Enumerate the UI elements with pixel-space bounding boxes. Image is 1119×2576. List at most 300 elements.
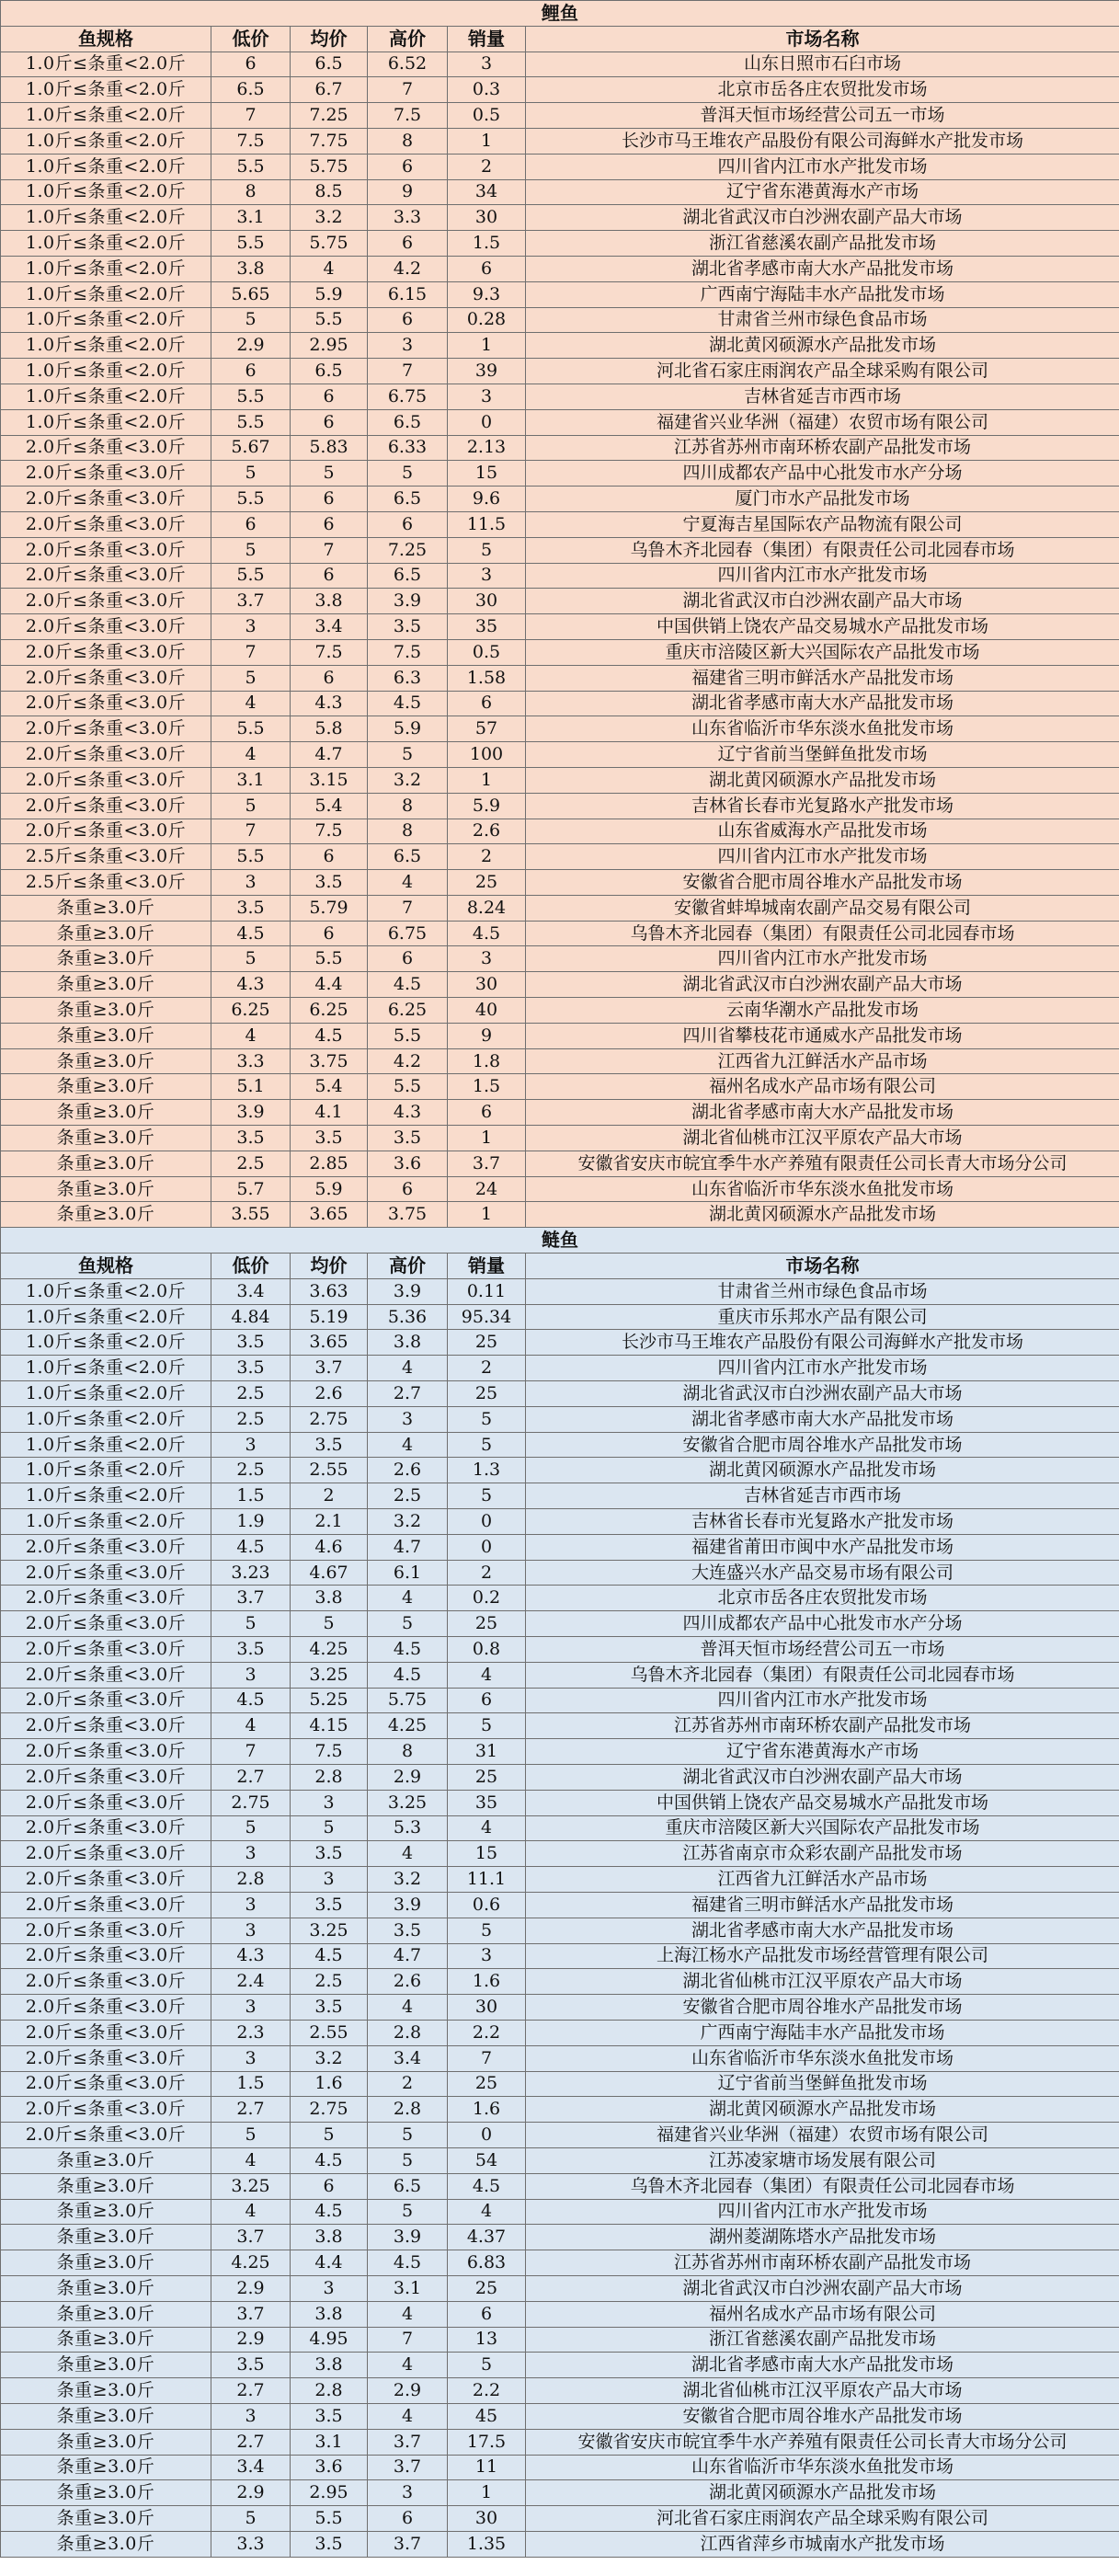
low-price-cell: 7 (211, 639, 291, 665)
volume-cell: 17.5 (448, 2429, 526, 2455)
avg-price-cell: 5 (291, 2123, 368, 2148)
market-name-cell: 山东省临沂市华东淡水鱼批发市场 (526, 716, 1119, 742)
market-name-cell: 湖北省仙桃市江汉平原农产品大市场 (526, 2378, 1119, 2404)
table-row (1, 1560, 1119, 1586)
low-price-cell: 4 (211, 691, 291, 716)
avg-price-cell: 2.75 (291, 1406, 368, 1432)
avg-price-cell: 7.5 (291, 1739, 368, 1765)
spec-cell: 条重≥3.0斤 (1, 2199, 211, 2225)
market-name-cell: 大连盛兴水产品交易市场有限公司 (526, 1560, 1119, 1586)
market-name-cell: 湖北省武汉市白沙洲农副产品大市场 (526, 589, 1119, 614)
volume-cell: 0.8 (448, 1637, 526, 1663)
volume-cell: 3 (448, 563, 526, 589)
high-price-cell: 5 (368, 2123, 448, 2148)
market-name-cell: 福建省三明市鲜活水产品批发市场 (526, 1892, 1119, 1918)
low-price-cell: 5 (211, 665, 291, 691)
low-price-cell: 4.25 (211, 2250, 291, 2276)
spec-cell: 2.0斤≤条重<3.0斤 (1, 1943, 211, 1969)
volume-cell: 1.58 (448, 665, 526, 691)
low-price-cell: 5.67 (211, 435, 291, 461)
high-price-cell: 5.9 (368, 716, 448, 742)
volume-header: 销量 (448, 1254, 526, 1279)
high-price-cell: 7 (368, 895, 448, 921)
volume-cell: 5 (448, 1918, 526, 1943)
low-price-cell: 2.3 (211, 2020, 291, 2045)
market-name-cell: 湖北省孝感市南大水产品批发市场 (526, 256, 1119, 281)
low-price-cell: 3 (211, 1432, 291, 1458)
avg-price-cell: 4.5 (291, 2147, 368, 2173)
high-price-cell: 6.3 (368, 665, 448, 691)
spec-cell: 1.0斤≤条重<2.0斤 (1, 205, 211, 231)
spec-cell: 条重≥3.0斤 (1, 2353, 211, 2378)
spec-cell: 2.0斤≤条重<3.0斤 (1, 1918, 211, 1943)
table-row (1, 2123, 1119, 2148)
market-name-cell: 湖北省孝感市南大水产品批发市场 (526, 691, 1119, 716)
spec-cell: 2.0斤≤条重<3.0斤 (1, 461, 211, 487)
table-row (1, 128, 1119, 154)
spec-cell: 1.0斤≤条重<2.0斤 (1, 103, 211, 129)
table-row (1, 921, 1119, 946)
high-price-cell: 3.5 (368, 614, 448, 640)
high-price-cell: 2.8 (368, 2020, 448, 2045)
high-price-cell: 8 (368, 128, 448, 154)
avg-price-cell: 6 (291, 384, 368, 409)
spec-cell: 条重≥3.0斤 (1, 2327, 211, 2353)
low-price-cell: 6 (211, 52, 291, 77)
high-price-cell: 3.8 (368, 1330, 448, 1356)
volume-cell: 4.5 (448, 921, 526, 946)
high-price-cell: 3.2 (368, 1509, 448, 1535)
spec-cell: 2.0斤≤条重<3.0斤 (1, 742, 211, 768)
table-row (1, 819, 1119, 844)
table-row (1, 2020, 1119, 2045)
market-name-cell: 重庆市涪陵区新大兴国际农产品批发市场 (526, 639, 1119, 665)
volume-cell: 6 (448, 1100, 526, 1126)
spec-cell: 条重≥3.0斤 (1, 1100, 211, 1126)
market-name-cell: 四川省内江市水产批发市场 (526, 1356, 1119, 1381)
high-price-cell: 3.3 (368, 205, 448, 231)
spec-cell: 2.0斤≤条重<3.0斤 (1, 589, 211, 614)
spec-cell: 1.0斤≤条重<2.0斤 (1, 1278, 211, 1304)
avg-price-cell: 5.25 (291, 1688, 368, 1713)
avg-price-cell: 3.8 (291, 589, 368, 614)
volume-cell: 0 (448, 2123, 526, 2148)
high-price-cell: 4 (368, 1356, 448, 1381)
high-price-cell: 2 (368, 2071, 448, 2097)
high-price-cell: 3.9 (368, 1278, 448, 1304)
high-price-cell: 4 (368, 1841, 448, 1867)
volume-cell: 1.3 (448, 1458, 526, 1483)
volume-cell: 0.5 (448, 103, 526, 129)
avg-price-cell: 5 (291, 461, 368, 487)
avg-price-cell: 3.65 (291, 1202, 368, 1228)
avg-price-cell: 6.5 (291, 52, 368, 77)
high-price-cell: 4.3 (368, 1100, 448, 1126)
low-price-cell: 3 (211, 1892, 291, 1918)
low-price-cell: 5 (211, 793, 291, 819)
high-price-cell: 5 (368, 461, 448, 487)
table-row (1, 1356, 1119, 1381)
spec-cell: 1.0斤≤条重<2.0斤 (1, 1330, 211, 1356)
avg-price-cell: 7.75 (291, 128, 368, 154)
high-price-cell: 7.5 (368, 639, 448, 665)
market-name-header: 市场名称 (526, 1254, 1119, 1279)
volume-cell: 1 (448, 128, 526, 154)
market-name-cell: 上海江杨水产品批发市场经营管理有限公司 (526, 1943, 1119, 1969)
high-price-cell: 4 (368, 1586, 448, 1611)
volume-cell: 0.11 (448, 1278, 526, 1304)
avg-price-cell: 4.1 (291, 1100, 368, 1126)
low-price-cell: 4.5 (211, 921, 291, 946)
spec-cell: 条重≥3.0斤 (1, 2225, 211, 2250)
avg-price-cell: 6.5 (291, 359, 368, 384)
avg-price-cell: 6 (291, 511, 368, 537)
volume-cell: 0.3 (448, 77, 526, 103)
high-price-cell: 3.75 (368, 1202, 448, 1228)
section-title: 鲢鱼 (1, 1228, 1119, 1254)
market-name-cell: 湖北黄冈硕源水产品批发市场 (526, 333, 1119, 359)
avg-price-cell: 3.5 (291, 1432, 368, 1458)
volume-cell: 31 (448, 1739, 526, 1765)
volume-cell: 30 (448, 205, 526, 231)
market-name-cell: 北京市岳各庄农贸批发市场 (526, 77, 1119, 103)
avg-price-cell: 2.8 (291, 2378, 368, 2404)
high-price-cell: 3.5 (368, 1918, 448, 1943)
market-name-cell: 四川省内江市水产批发市场 (526, 563, 1119, 589)
table-row (1, 435, 1119, 461)
table-row (1, 2429, 1119, 2455)
avg-price-cell: 3 (291, 1867, 368, 1893)
avg-price-cell: 3.25 (291, 1662, 368, 1688)
high-price-cell: 3.1 (368, 2275, 448, 2301)
low-price-cell: 5.5 (211, 154, 291, 179)
table-row (1, 511, 1119, 537)
avg-price-cell: 5.9 (291, 1176, 368, 1202)
high-price-cell: 2.6 (368, 1969, 448, 1995)
market-name-cell: 辽宁省前当堡鲜鱼批发市场 (526, 2071, 1119, 2097)
high-price-cell: 9 (368, 179, 448, 205)
high-price-cell: 4.7 (368, 1534, 448, 1560)
high-price-cell: 6.5 (368, 563, 448, 589)
market-name-cell: 湖北省孝感市南大水产品批发市场 (526, 2353, 1119, 2378)
avg-price-cell: 4.3 (291, 691, 368, 716)
market-name-cell: 湖北省武汉市白沙洲农副产品大市场 (526, 1764, 1119, 1790)
avg-price-cell: 3.5 (291, 2531, 368, 2557)
market-name-cell: 安徽省蚌埠城南农副产品交易有限公司 (526, 895, 1119, 921)
avg-price-cell: 3.5 (291, 870, 368, 896)
low-price-cell: 1.5 (211, 2071, 291, 2097)
table-row (1, 1151, 1119, 1176)
volume-cell: 8.24 (448, 895, 526, 921)
spec-cell: 1.0斤≤条重<2.0斤 (1, 1483, 211, 1509)
high-price-cell: 6 (368, 511, 448, 537)
low-price-cell: 5 (211, 1815, 291, 1841)
avg-price-cell: 3.5 (291, 1841, 368, 1867)
market-name-cell: 吉林省长春市光复路水产批发市场 (526, 1509, 1119, 1535)
market-name-cell: 辽宁省东港黄海水产市场 (526, 1739, 1119, 1765)
high-price-cell: 4.25 (368, 1713, 448, 1739)
table-row (1, 154, 1119, 179)
market-name-cell: 江西省九江鲜活水产品市场 (526, 1867, 1119, 1893)
low-price-cell: 5.65 (211, 281, 291, 307)
spec-cell: 条重≥3.0斤 (1, 2531, 211, 2557)
spec-cell: 1.0斤≤条重<2.0斤 (1, 384, 211, 409)
table-row (1, 1126, 1119, 1151)
market-name-cell: 安徽省合肥市周谷堆水产品批发市场 (526, 2403, 1119, 2429)
volume-cell: 6.83 (448, 2250, 526, 2276)
low-price-cell: 2.5 (211, 1406, 291, 1432)
high-price-cell: 3.5 (368, 1126, 448, 1151)
market-name-cell: 四川省内江市水产批发市场 (526, 946, 1119, 972)
market-name-cell: 重庆市乐邦水产品有限公司 (526, 1304, 1119, 1330)
avg-price-cell: 5.83 (291, 435, 368, 461)
volume-cell: 3 (448, 946, 526, 972)
table-row (1, 1688, 1119, 1713)
volume-cell: 11.1 (448, 1867, 526, 1893)
high-price-cell: 5 (368, 1611, 448, 1637)
low-price-cell: 4 (211, 2147, 291, 2173)
market-name-cell: 安徽省合肥市周谷堆水产品批发市场 (526, 870, 1119, 896)
avg-price-cell: 5.4 (291, 793, 368, 819)
low-price-cell: 3.5 (211, 1330, 291, 1356)
low-price-cell: 3.5 (211, 895, 291, 921)
high-price-cell: 6.1 (368, 1560, 448, 1586)
market-name-cell: 广西南宁海陆丰水产品批发市场 (526, 2020, 1119, 2045)
table-row (1, 1304, 1119, 1330)
spec-cell: 1.0斤≤条重<2.0斤 (1, 281, 211, 307)
market-name-cell: 湖北省武汉市白沙洲农副产品大市场 (526, 1381, 1119, 1407)
low-price-cell: 5.5 (211, 844, 291, 870)
spec-cell: 2.0斤≤条重<3.0斤 (1, 2123, 211, 2148)
high-price-cell: 5 (368, 2147, 448, 2173)
spec-cell: 2.0斤≤条重<3.0斤 (1, 614, 211, 640)
volume-cell: 2.2 (448, 2378, 526, 2404)
avg-price-cell: 3.5 (291, 2403, 368, 2429)
volume-cell: 25 (448, 1381, 526, 1407)
table-row (1, 1432, 1119, 1458)
market-name-cell: 长沙市马王堆农产品股份有限公司海鲜水产批发市场 (526, 1330, 1119, 1356)
low-price-cell: 8 (211, 179, 291, 205)
table-row (1, 1330, 1119, 1356)
volume-cell: 9 (448, 1023, 526, 1048)
high-price-cell: 4 (368, 870, 448, 896)
avg-price-cell: 5.79 (291, 895, 368, 921)
table-row (1, 487, 1119, 512)
volume-cell: 11 (448, 2455, 526, 2480)
volume-cell: 2.2 (448, 2020, 526, 2045)
volume-cell: 4 (448, 1662, 526, 1688)
volume-cell: 3.7 (448, 1151, 526, 1176)
spec-cell: 条重≥3.0斤 (1, 2429, 211, 2455)
spec-cell: 条重≥3.0斤 (1, 2250, 211, 2276)
table-row (1, 1406, 1119, 1432)
avg-price-cell: 5.19 (291, 1304, 368, 1330)
low-price-cell: 7 (211, 819, 291, 844)
table-row (1, 844, 1119, 870)
spec-cell: 条重≥3.0斤 (1, 1074, 211, 1100)
table-row (1, 767, 1119, 793)
volume-cell: 1.35 (448, 2531, 526, 2557)
table-row (1, 2301, 1119, 2327)
volume-cell: 1.5 (448, 1074, 526, 1100)
avg-price-cell: 6 (291, 921, 368, 946)
low-price-cell: 5 (211, 2123, 291, 2148)
volume-cell: 45 (448, 2403, 526, 2429)
spec-cell: 2.0斤≤条重<3.0斤 (1, 1790, 211, 1815)
table-row (1, 1815, 1119, 1841)
high-price-cell: 4.5 (368, 1662, 448, 1688)
volume-cell: 4 (448, 2199, 526, 2225)
high-price-cell: 3 (368, 2480, 448, 2506)
low-price-cell: 3.25 (211, 2173, 291, 2199)
spec-cell: 2.0斤≤条重<3.0斤 (1, 1995, 211, 2021)
volume-cell: 15 (448, 1841, 526, 1867)
market-name-cell: 湖州菱湖陈塔水产品批发市场 (526, 2225, 1119, 2250)
avg-price-cell: 5.75 (291, 231, 368, 257)
low-price-cell: 3.7 (211, 2301, 291, 2327)
volume-cell: 1 (448, 1126, 526, 1151)
low-price-header: 低价 (211, 1254, 291, 1279)
table-row (1, 2250, 1119, 2276)
volume-cell: 1 (448, 767, 526, 793)
spec-cell: 2.0斤≤条重<3.0斤 (1, 1764, 211, 1790)
market-name-cell: 吉林省延吉市西市场 (526, 1483, 1119, 1509)
volume-cell: 6 (448, 2301, 526, 2327)
market-name-cell: 江西省九江鲜活水产品市场 (526, 1048, 1119, 1074)
table-row (1, 691, 1119, 716)
volume-cell: 2.6 (448, 819, 526, 844)
high-price-cell: 6.52 (368, 52, 448, 77)
avg-price-cell: 4.67 (291, 1560, 368, 1586)
volume-cell: 100 (448, 742, 526, 768)
high-price-cell: 7 (368, 77, 448, 103)
high-price-cell: 6.75 (368, 384, 448, 409)
market-name-cell: 河北省石家庄雨润农产品全球采购有限公司 (526, 359, 1119, 384)
volume-cell: 4.37 (448, 2225, 526, 2250)
table-row (1, 281, 1119, 307)
market-name-cell: 辽宁省东港黄海水产市场 (526, 179, 1119, 205)
high-price-cell: 7.25 (368, 537, 448, 563)
spec-cell: 2.0斤≤条重<3.0斤 (1, 1534, 211, 1560)
low-price-cell: 2.9 (211, 2275, 291, 2301)
low-price-cell: 2.7 (211, 1764, 291, 1790)
volume-cell: 5 (448, 1406, 526, 1432)
volume-cell: 6 (448, 1688, 526, 1713)
low-price-cell: 6 (211, 359, 291, 384)
volume-cell: 13 (448, 2327, 526, 2353)
avg-price-cell: 5 (291, 1815, 368, 1841)
low-price-cell: 3.4 (211, 2455, 291, 2480)
market-name-cell: 江苏省南京市众彩农副产品批发市场 (526, 1841, 1119, 1867)
table-row (1, 1637, 1119, 1663)
avg-price-cell: 6 (291, 665, 368, 691)
high-price-cell: 5 (368, 2199, 448, 2225)
table-row (1, 179, 1119, 205)
spec-cell: 1.0斤≤条重<2.0斤 (1, 333, 211, 359)
spec-cell: 1.0斤≤条重<2.0斤 (1, 1304, 211, 1330)
table-row (1, 2353, 1119, 2378)
market-name-cell: 湖北黄冈硕源水产品批发市场 (526, 1458, 1119, 1483)
low-price-cell: 3.5 (211, 1126, 291, 1151)
high-price-cell: 6.5 (368, 487, 448, 512)
spec-cell: 2.0斤≤条重<3.0斤 (1, 487, 211, 512)
avg-price-cell: 4.95 (291, 2327, 368, 2353)
table-row (1, 1713, 1119, 1739)
avg-price-cell: 4.5 (291, 1023, 368, 1048)
market-name-cell: 重庆市涪陵区新大兴国际农产品批发市场 (526, 1815, 1119, 1841)
table-row (1, 1278, 1119, 1304)
volume-cell: 5.9 (448, 793, 526, 819)
market-name-cell: 浙江省慈溪农副产品批发市场 (526, 231, 1119, 257)
high-price-cell: 3.7 (368, 2455, 448, 2480)
table-row (1, 1048, 1119, 1074)
spec-cell: 2.0斤≤条重<3.0斤 (1, 1586, 211, 1611)
high-price-cell: 3.7 (368, 2429, 448, 2455)
volume-cell: 5 (448, 1483, 526, 1509)
avg-price-cell: 3.15 (291, 767, 368, 793)
high-price-cell: 2.6 (368, 1458, 448, 1483)
table-row (1, 384, 1119, 409)
market-name-cell: 甘肃省兰州市绿色食品市场 (526, 1278, 1119, 1304)
low-price-cell: 7 (211, 1739, 291, 1765)
avg-price-cell: 6 (291, 844, 368, 870)
table-row (1, 589, 1119, 614)
avg-price-cell: 6.7 (291, 77, 368, 103)
spec-cell: 2.0斤≤条重<3.0斤 (1, 435, 211, 461)
market-name-cell: 湖北省孝感市南大水产品批发市场 (526, 1406, 1119, 1432)
volume-cell: 1 (448, 333, 526, 359)
volume-cell: 0 (448, 409, 526, 435)
market-name-cell: 福州名成水产品市场有限公司 (526, 2301, 1119, 2327)
avg-price-header: 均价 (291, 26, 368, 52)
market-name-cell: 江苏凌家塘市场发展有限公司 (526, 2147, 1119, 2173)
market-name-cell: 福州名成水产品市场有限公司 (526, 1074, 1119, 1100)
market-name-cell: 湖北省仙桃市江汉平原农产品大市场 (526, 1969, 1119, 1995)
high-price-cell: 3.7 (368, 2531, 448, 2557)
high-price-cell: 6 (368, 231, 448, 257)
table-row (1, 972, 1119, 998)
avg-price-cell: 7.5 (291, 819, 368, 844)
avg-price-cell: 7.5 (291, 639, 368, 665)
high-price-cell: 8 (368, 819, 448, 844)
low-price-cell: 2.5 (211, 1381, 291, 1407)
volume-cell: 5 (448, 1432, 526, 1458)
high-price-cell: 7 (368, 2327, 448, 2353)
spec-cell: 2.0斤≤条重<3.0斤 (1, 1841, 211, 1867)
table-row (1, 359, 1119, 384)
volume-cell: 4.5 (448, 2173, 526, 2199)
volume-cell: 5 (448, 537, 526, 563)
table-row (1, 1969, 1119, 1995)
avg-price-cell: 4.15 (291, 1713, 368, 1739)
high-price-cell: 3 (368, 1406, 448, 1432)
high-price-cell: 6 (368, 2506, 448, 2532)
low-price-cell: 3 (211, 1918, 291, 1943)
high-price-cell: 5.3 (368, 1815, 448, 1841)
table-row (1, 895, 1119, 921)
table-row (1, 1943, 1119, 1969)
market-name-cell: 湖北黄冈硕源水产品批发市场 (526, 1202, 1119, 1228)
spec-cell: 1.0斤≤条重<2.0斤 (1, 1406, 211, 1432)
market-name-cell: 湖北省仙桃市江汉平原农产品大市场 (526, 1126, 1119, 1151)
market-name-cell: 安徽省合肥市周谷堆水产品批发市场 (526, 1432, 1119, 1458)
volume-cell: 1.5 (448, 231, 526, 257)
avg-price-cell: 5.5 (291, 307, 368, 333)
low-price-cell: 2.9 (211, 333, 291, 359)
spec-cell: 2.0斤≤条重<3.0斤 (1, 1969, 211, 1995)
market-name-cell: 乌鲁木齐北园春（集团）有限责任公司北园春市场 (526, 2173, 1119, 2199)
avg-price-cell: 2.85 (291, 1151, 368, 1176)
